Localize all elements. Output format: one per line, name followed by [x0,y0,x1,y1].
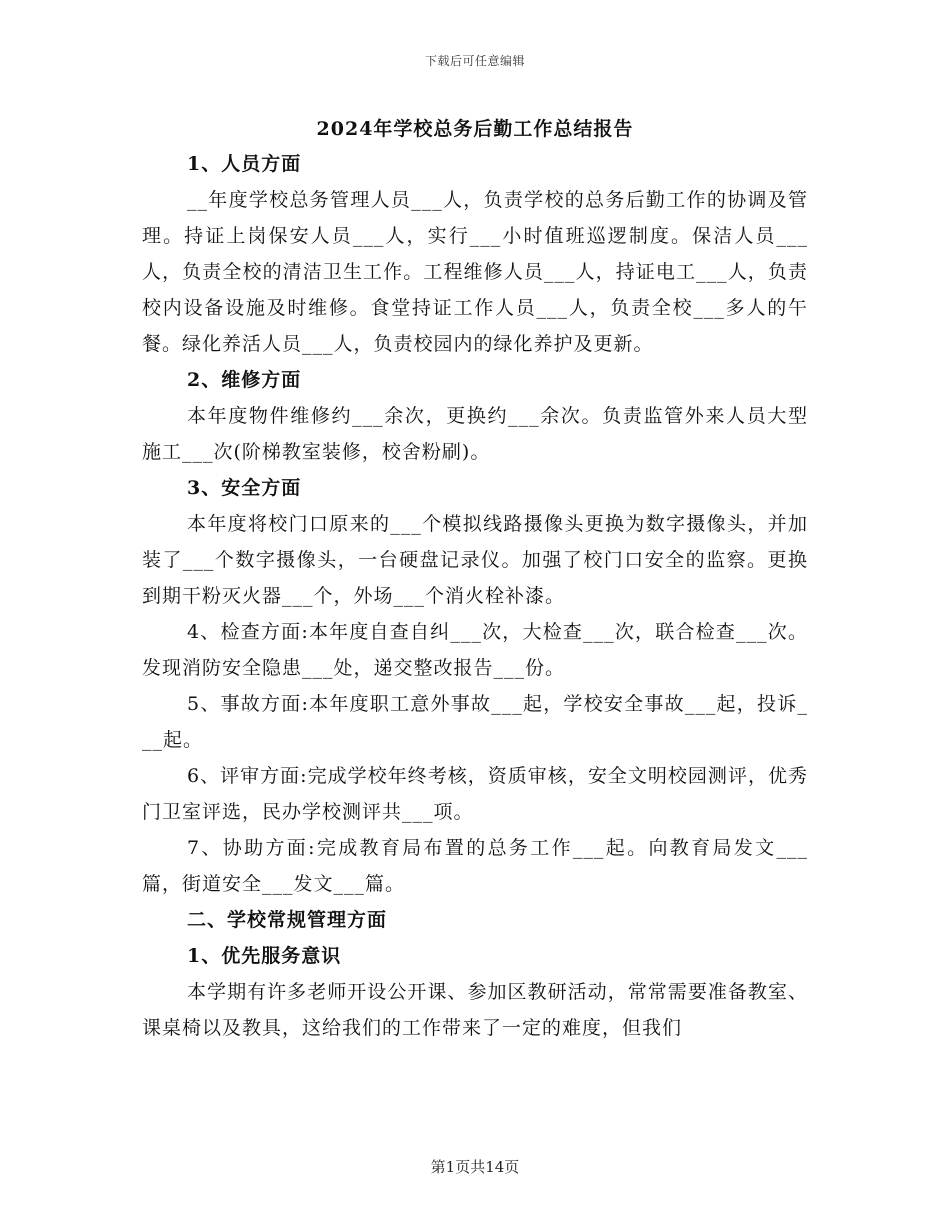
paragraph-repair: 本年度物件维修约___余次，更换约___余次。负责监管外来人员大型施工___次(阶梯教室装修，校舍粉刷)。 [142,405,808,463]
section-heading-safety: 3、安全方面 [187,477,302,499]
paragraph-inspection: 4、检查方面:本年度自查自纠___次，大检查___次，联合检查___次。发现消防安全隐患___处，递交整改报告___份。 [142,621,808,679]
section-heading-service: 1、优先服务意识 [187,945,342,967]
paragraph-review: 6、评审方面:完成学校年终考核，资质审核，安全文明校园测评，优秀门卫室评选，民办学校测评共___项。 [142,765,808,823]
paragraph-service: 本学期有许多老师开设公开课、参加区教研活动，常常需要准备教室、课桌椅以及教具，这给我们的工作带来了一定的难度，但我们 [142,981,808,1039]
section-heading-routine: 二、学校常规管理方面 [187,909,388,931]
document-title: 2024年学校总务后勤工作总结报告 [316,118,634,140]
paragraph-assist: 7、协助方面:完成教育局布置的总务工作___起。向教育局发文___篇，街道安全___发文___篇。 [142,837,808,895]
section-heading-personnel: 1、人员方面 [187,153,302,175]
section-heading-repair: 2、维修方面 [187,369,302,391]
document-body [142,146,808,1046]
paragraph-personnel: __年度学校总务管理人员___人，负责学校的总务后勤工作的协调及管理。持证上岗保安人员___人，实行___小时值班巡逻制度。保洁人员___人，负责全校的清洁卫生工作。工程维修人员___人，持证电工___人，负责校内设备设施及时维修。食堂持证工作人员___人，负责全校___多人的午餐。绿化养活人员___人，负责校园内的绿化养护及更新。 [142,189,808,355]
page-footer-pagination: 第1页共14页 [430,1158,520,1176]
paragraph-safety: 本年度将校门口原来的___个模拟线路摄像头更换为数字摄像头，并加装了___个数字摄像头，一台硬盘记录仪。加强了校门口安全的监察。更换到期干粉灭火器___个，外场___个消火栓补漆。 [142,513,808,607]
page-header-note: 下载后可任意编辑 [424,54,525,68]
paragraph-accident: 5、事故方面:本年度职工意外事故___起，学校安全事故___起，投诉___起。 [142,693,808,751]
